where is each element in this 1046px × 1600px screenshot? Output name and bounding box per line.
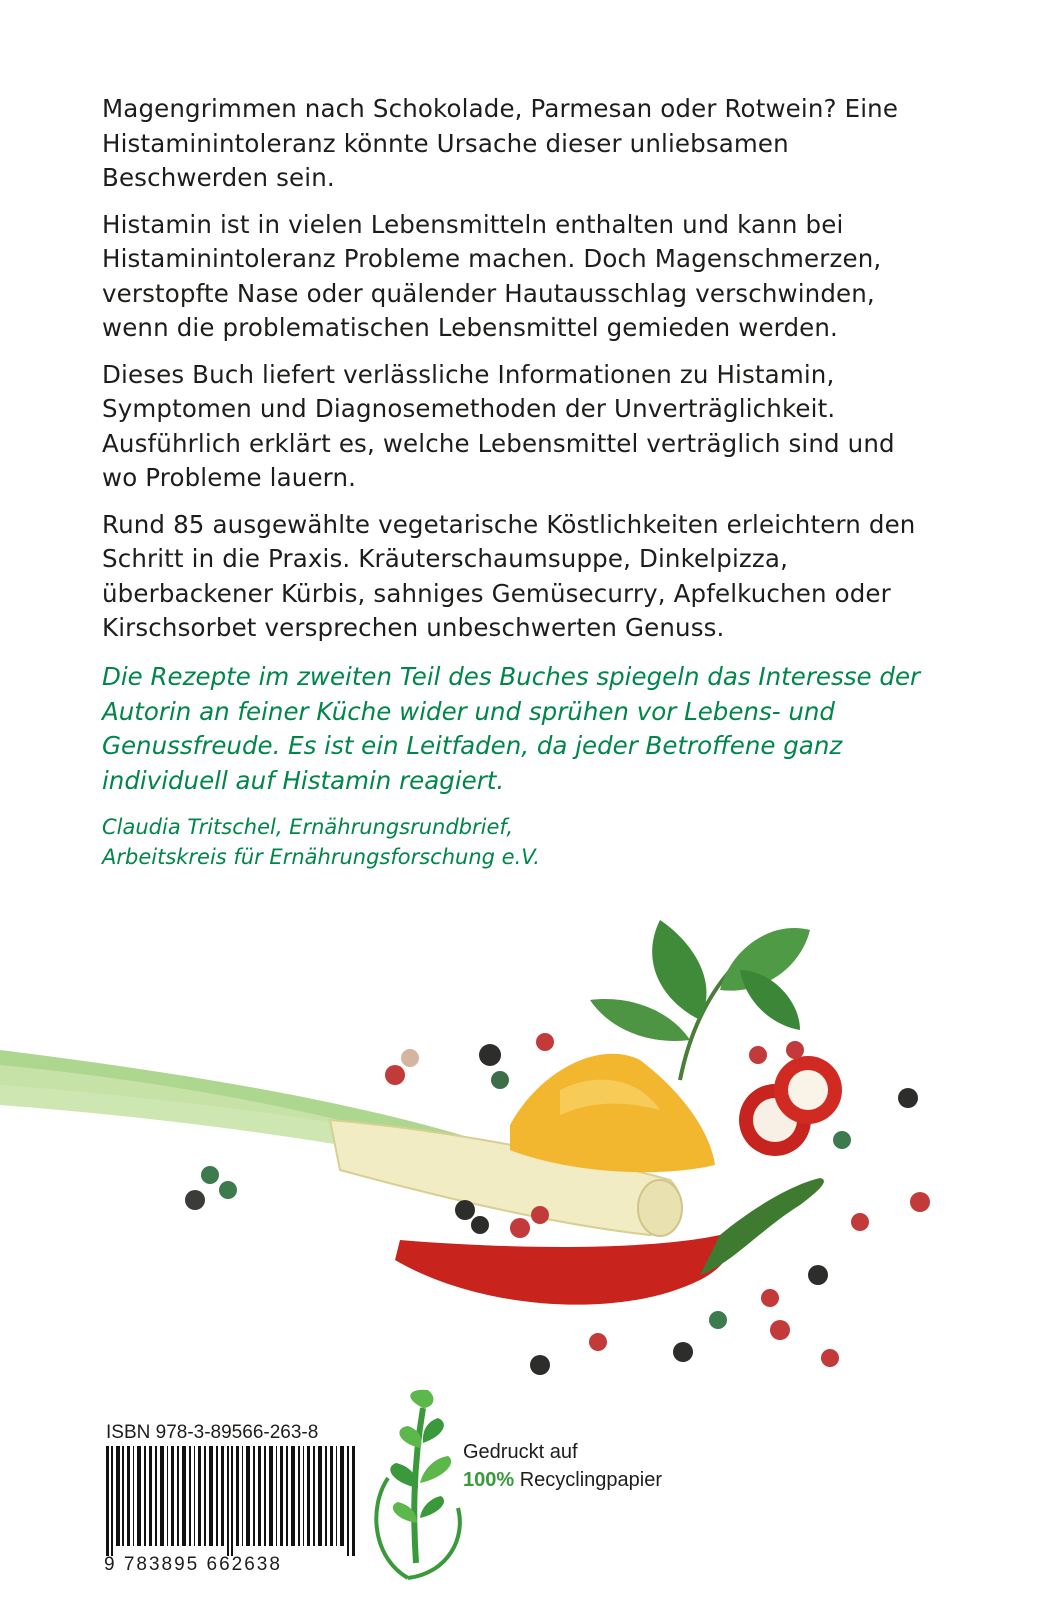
quote-source-author: Claudia Tritschel, Ernährungsrundbrief, (102, 815, 514, 839)
quote-source (102, 812, 942, 872)
quote-source-org: Arbeitskreis für Ernährungsforschung e.V. (102, 845, 540, 869)
recycling-plant-logo (368, 1388, 468, 1583)
review-quote (102, 660, 942, 872)
eco-label-line2: Recyclingpapier (514, 1469, 663, 1491)
vegetable-spice-illustration (0, 880, 1046, 1380)
paragraph-intro: Magengrimmen nach Schokolade, Parmesan oder Rotwein? Eine Histaminintoleranz könnte Ursache dieser unliebsamen Beschwerden sein. (102, 94, 899, 192)
barcode-digits: 9 783895 662638 (104, 1554, 282, 1575)
eco-label-line1: Gedruckt auf (463, 1441, 578, 1463)
barcode (106, 1446, 356, 1556)
quote-text: Die Rezepte im zweiten Teil des Buches spiegeln das Interesse der Autorin an feiner Küche wider und sprühen vor Lebens- und Genussfreude. Es ist ein Leitfaden, da jeder Betroffene ganz individuell auf Histamin reagiert. (102, 662, 921, 795)
paragraph-histamin: Histamin ist in vielen Lebensmitteln enthalten und kann bei Histaminintoleranz Probleme machen. Doch Magenschmerzen, verstopfte Nase oder quälender Hautausschlag verschwinden, wenn die problematischen Lebensmittel gemieden werden. (102, 209, 882, 342)
paragraph-recipes: Rund 85 ausgewählte vegetarische Köstlichkeiten erleichtern den Schritt in die Praxis. Kräuterschaumsuppe, Dinkelpizza, überbackener Kürbis, sahniges Gemüsecurry, Apfelkuchen oder Kirschsorbet versprechen unbeschwerten Genuss. (102, 509, 916, 642)
isbn-number: ISBN 978-3-89566-263-8 (106, 1422, 319, 1443)
eco-label-highlight: 100% (463, 1469, 515, 1491)
back-cover-text (102, 92, 922, 658)
paragraph-book-info: Dieses Buch liefert verlässliche Informationen zu Histamin, Symptomen und Diagnosemethoden der Unverträglichkeit. Ausführlich erklärt es, welche Lebensmittel verträglich sind und wo Probleme lauern. (102, 359, 895, 492)
recycling-paper-label (463, 1438, 662, 1494)
